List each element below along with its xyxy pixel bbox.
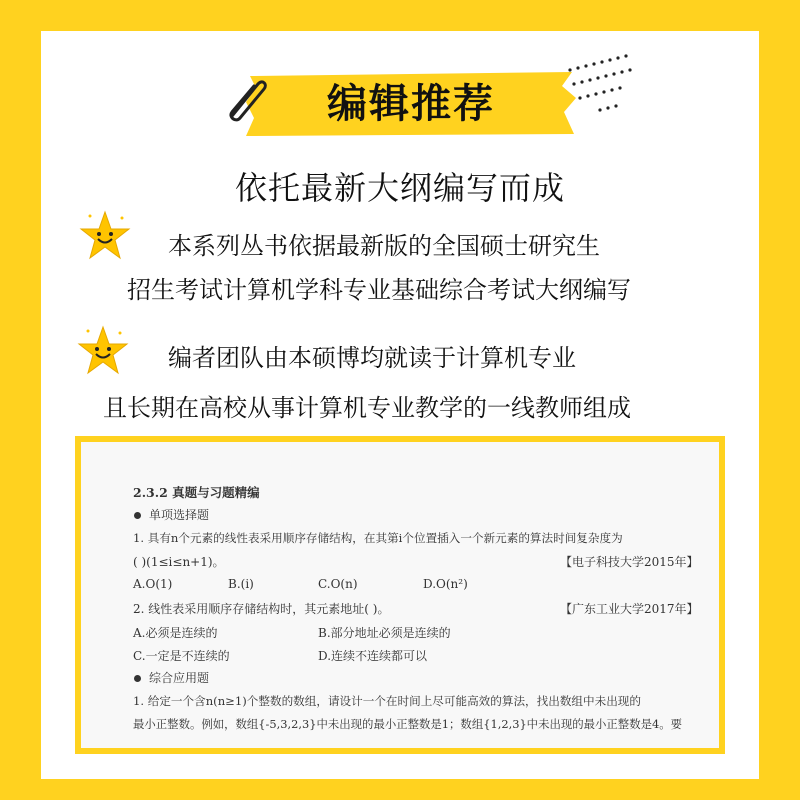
bullet-icon bbox=[134, 512, 141, 519]
excerpt-q1-line-2: ( )(1≤i≤n+1)。 bbox=[133, 555, 225, 569]
excerpt-q1-option-d: D.O(n²) bbox=[423, 577, 468, 591]
excerpt-section-heading: 2.3.2 真题与习题精编 bbox=[133, 485, 260, 500]
excerpt-q3-line-2: 最小正整数。例如，数组{-5,3,2,3}中未出现的最小正整数是1；数组{1,2,3}中未出现的最小正整数是4。要 bbox=[133, 717, 683, 731]
excerpt-q1-option-b: B.(i) bbox=[228, 577, 254, 591]
excerpt-q2-line: 2. 线性表采用顺序存储结构时，其元素地址( )。 bbox=[133, 602, 390, 616]
excerpt-q1-option-c: C.O(n) bbox=[318, 577, 358, 591]
smiling-star-icon bbox=[78, 210, 132, 262]
excerpt-section-2-title: 综合应用题 bbox=[134, 669, 209, 686]
paperclip-icon bbox=[218, 72, 270, 124]
excerpt-q2-option-b: B.部分地址必须是连续的 bbox=[318, 626, 451, 640]
subtitle: 依托最新大纲编写而成 bbox=[234, 169, 565, 207]
excerpt-q2-option-a: A.必须是连续的 bbox=[133, 626, 218, 640]
excerpt-q1-option-a: A.O(1) bbox=[133, 577, 173, 591]
excerpt-q2-option-d: D.连续不连续都可以 bbox=[318, 649, 428, 663]
dotted-decoration bbox=[560, 48, 638, 118]
point-2-line-2: 且长期在高校从事计算机专业教学的一线教师组成 bbox=[103, 394, 631, 422]
excerpt-q2-option-c: C.一定是不连续的 bbox=[133, 649, 230, 663]
excerpt-section-1-title: 单项选择题 bbox=[134, 506, 209, 523]
excerpt-q2-source: 【广东工业大学2017年】 bbox=[560, 602, 699, 616]
point-1-line-2: 招生考试计算机学科专业基础综合考试大纲编写 bbox=[127, 276, 631, 304]
smiling-star-icon bbox=[76, 325, 130, 377]
point-1-line-1: 本系列丛书依据最新版的全国硕士研究生 bbox=[168, 232, 600, 260]
point-2-line-1: 编者团队由本硕博均就读于计算机专业 bbox=[168, 344, 576, 372]
banner-title: 编辑推荐 bbox=[327, 81, 495, 127]
excerpt-q1-line-1: 1. 具有n个元素的线性表采用顺序存储结构，在其第i个位置插入一个新元素的算法时间复杂度为 bbox=[133, 531, 623, 545]
bullet-icon bbox=[134, 675, 141, 682]
excerpt-q3-line-1: 1. 给定一个含n(n≥1)个整数的数组，请设计一个在时间上尽可能高效的算法，找出数组中未出现的 bbox=[133, 694, 641, 708]
excerpt-q1-source: 【电子科技大学2015年】 bbox=[560, 555, 699, 569]
